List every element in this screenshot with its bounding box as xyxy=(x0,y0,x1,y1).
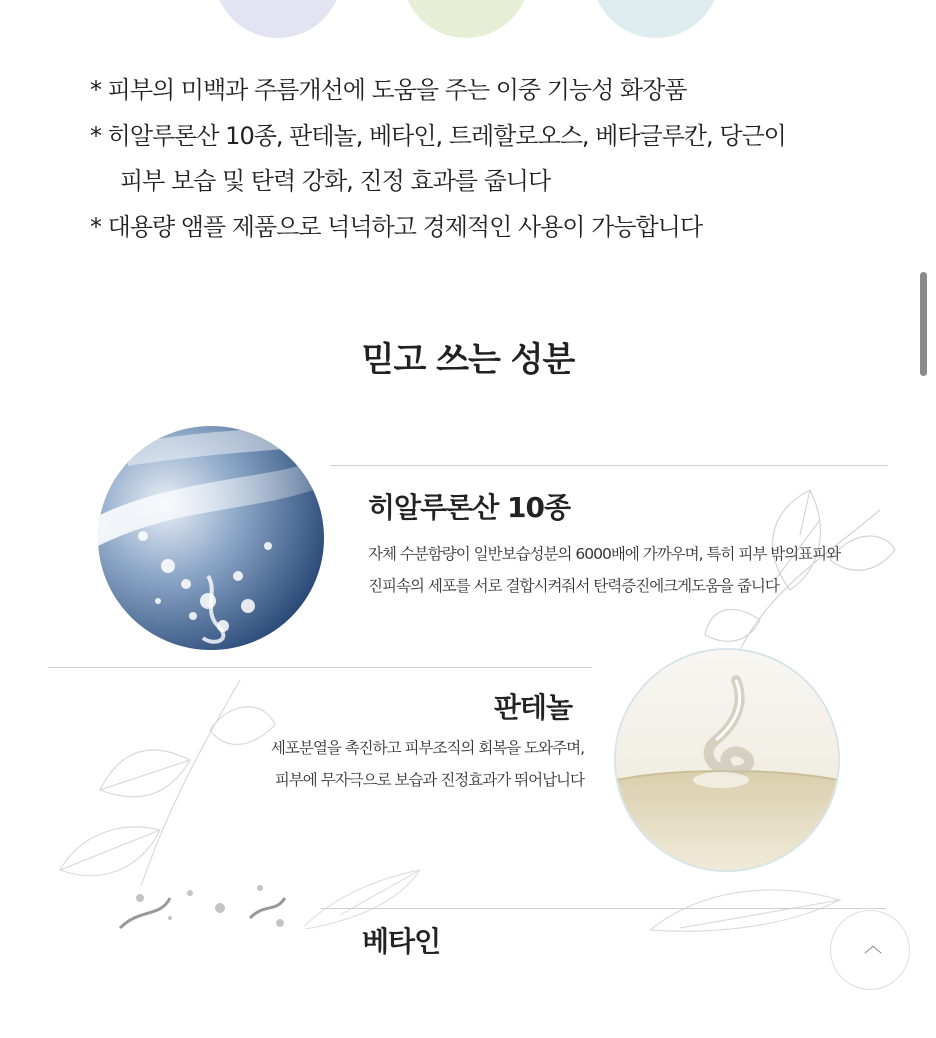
ingredient-name: 히알루론산 10종 xyxy=(368,491,571,524)
feature-item: * 히알루론산 10종, 판테놀, 베타인, 트레할로오스, 베타글루칸, 당근이 xyxy=(90,121,786,150)
ingredient-description xyxy=(271,732,584,796)
divider-line xyxy=(320,908,886,909)
chevron-up-icon: ︿ xyxy=(864,936,882,957)
ingredient-name: 베타인 xyxy=(362,925,441,958)
description-line: 피부에 무자극으로 보습과 진정효과가 뛰어납니다 xyxy=(274,771,584,789)
panthenol-gel-image xyxy=(614,648,840,872)
ingredient-name: 판테놀 xyxy=(493,691,572,724)
feature-list xyxy=(90,68,890,250)
green-circle xyxy=(402,0,530,38)
feature-item: * 피부의 미백과 주름개선에 도움을 주는 이중 기능성 화장품 xyxy=(90,76,687,104)
betaine-image xyxy=(100,868,310,1038)
lavender-circle xyxy=(214,0,342,38)
divider-line xyxy=(330,465,888,466)
divider-line xyxy=(48,667,592,668)
blue-circle xyxy=(592,0,720,38)
scroll-top-button[interactable] xyxy=(830,910,910,990)
hyaluronic-acid-water-image xyxy=(98,426,324,650)
description-line: 진피속의 세포를 서로 결합시켜줘서 탄력증진에크게도움을 줍니다 xyxy=(368,577,779,595)
description-line: 자체 수분함량이 일반보습성분의 6000배에 가까우며, 특히 피부 밖의표피와 xyxy=(368,545,841,563)
description-line: 세포분열을 촉진하고 피부조직의 회복을 도와주며, xyxy=(270,739,584,757)
feature-item: 피부 보습 및 탄력 강화, 진정 효과를 줍니다 xyxy=(120,167,551,195)
section-title: 믿고 쓰는 성분 xyxy=(361,340,575,380)
ingredient-description xyxy=(368,538,840,602)
feature-item: * 대용량 앰플 제품으로 넉넉하고 경제적인 사용이 가능합니다 xyxy=(90,212,703,241)
